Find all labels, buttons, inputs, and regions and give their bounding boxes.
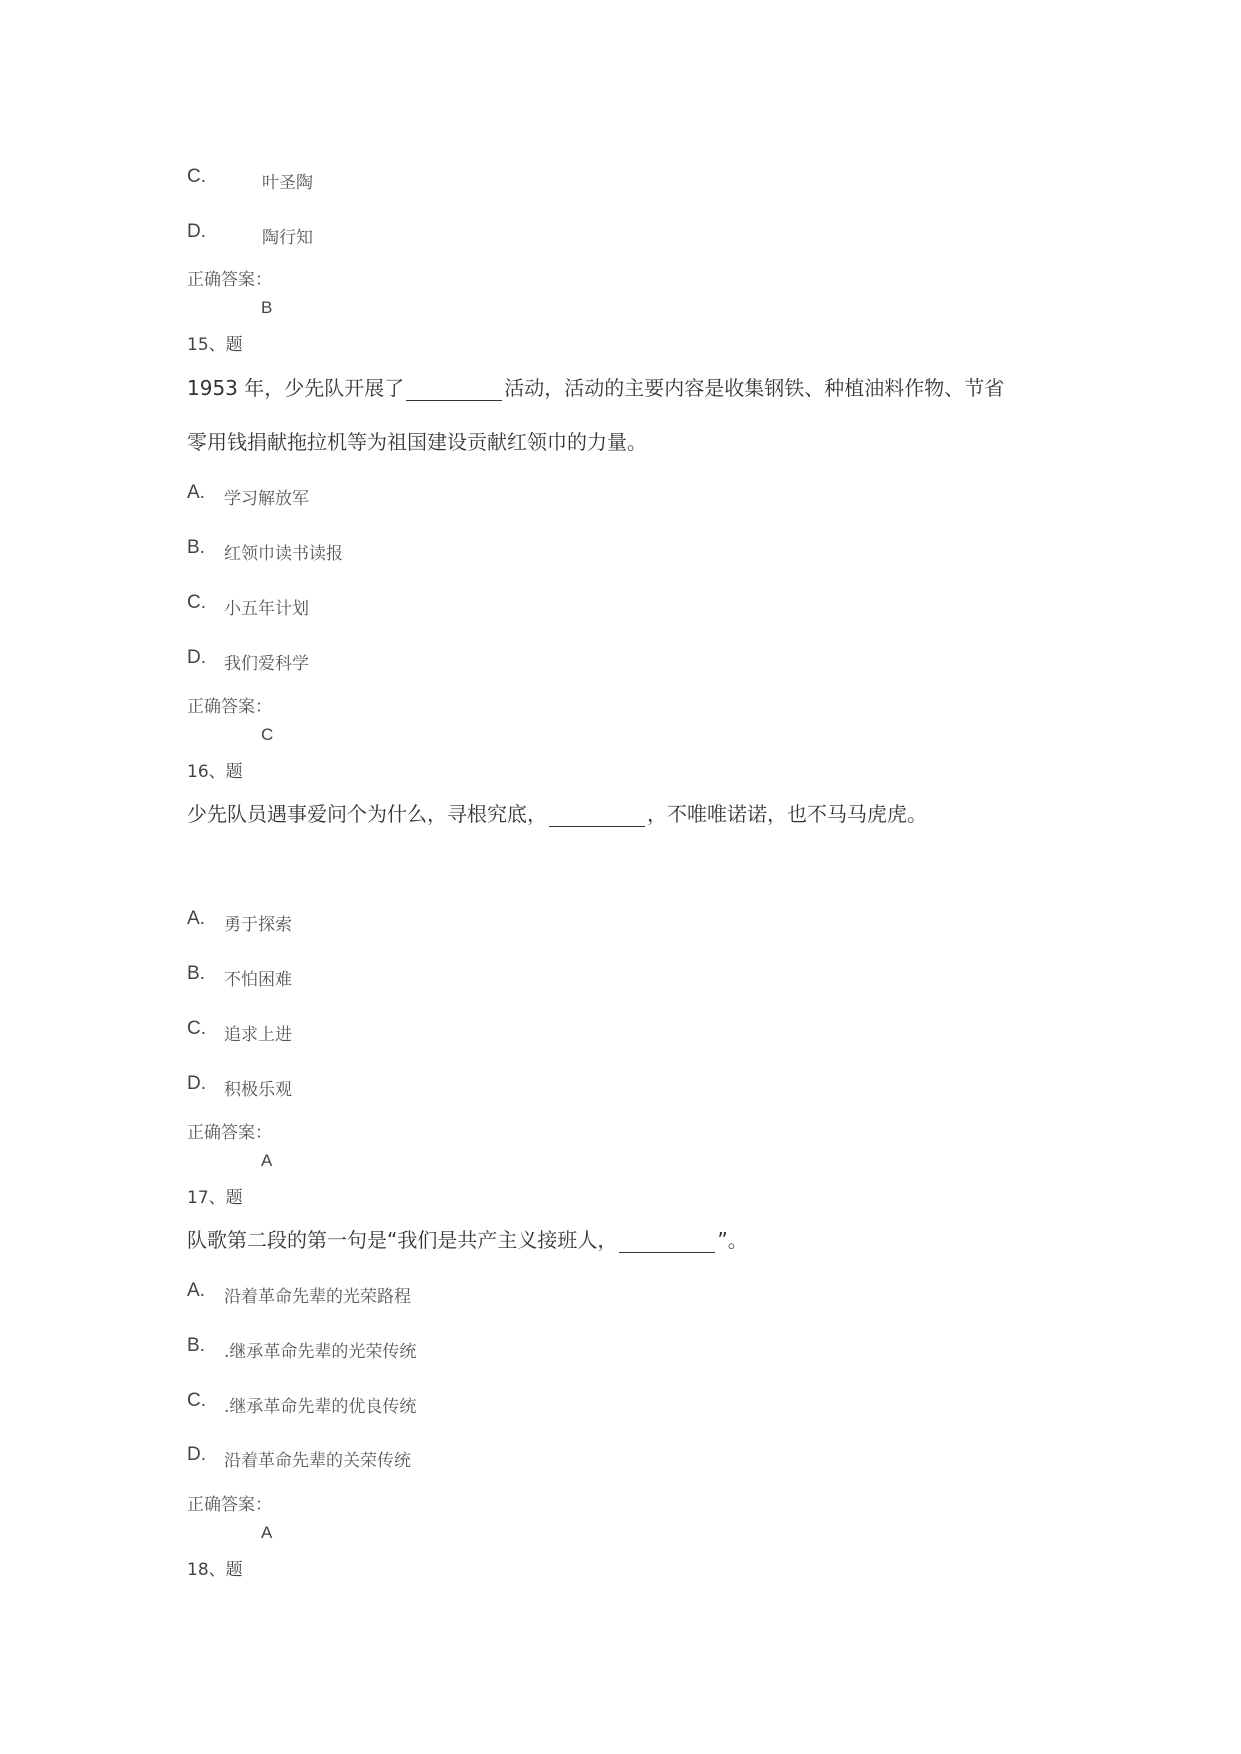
option-text: 积极乐观 <box>224 1080 292 1100</box>
question-text <box>187 798 927 827</box>
answer-label: 正确答案： <box>187 697 272 717</box>
option-text: 沿着革命先辈的光荣路程 <box>224 1287 411 1307</box>
option-text: 沿着革命先辈的关荣传统 <box>224 1451 411 1471</box>
question-text-part: 少先队员遇事爱问个为什么，寻根究底， <box>187 802 547 826</box>
fill-blank <box>406 378 502 401</box>
option-text: 我们爱科学 <box>224 654 309 674</box>
question-text-part: 队歌第二段的第一句是“我们是共产主义接班人， <box>187 1228 618 1252</box>
option-letter: B. <box>187 1335 205 1356</box>
option-text: .继承革命先辈的光荣传统 <box>224 1342 417 1362</box>
fill-blank <box>549 804 645 827</box>
option-text: 学习解放军 <box>224 489 309 509</box>
option-text: 小五年计划 <box>224 599 309 619</box>
option-letter: C. <box>187 1390 206 1411</box>
answer-label: 正确答案： <box>187 270 272 290</box>
option-letter: C. <box>187 166 206 187</box>
option-text: 不怕困难 <box>224 970 292 990</box>
option-letter: B. <box>187 537 205 558</box>
question-number: 16、题 <box>187 762 243 782</box>
option-text: 追求上进 <box>224 1025 292 1045</box>
question-text <box>187 1224 748 1253</box>
option-letter: C. <box>187 592 206 613</box>
option-letter: B. <box>187 963 205 984</box>
option-letter: D. <box>187 221 206 242</box>
option-text: .继承革命先辈的优良传统 <box>224 1397 417 1417</box>
answer-label: 正确答案： <box>187 1495 272 1515</box>
option-letter: D. <box>187 1444 206 1465</box>
answer-value: A <box>261 1151 273 1170</box>
option-text: 叶圣陶 <box>262 173 313 193</box>
question-text-part: 活动，活动的主要内容是收集钢铁、种植油料作物、节省 <box>504 376 1005 400</box>
answer-value: B <box>261 298 273 317</box>
option-letter: D. <box>187 647 206 668</box>
question-text-line1 <box>187 372 1004 401</box>
question-text-part: ”。 <box>717 1228 748 1252</box>
answer-label: 正确答案： <box>187 1123 272 1143</box>
answer-value: C <box>261 725 274 744</box>
question-number: 15、题 <box>187 335 243 355</box>
question-text-part: ，不唯唯诺诺，也不马马虎虎。 <box>647 802 927 826</box>
option-text: 红领巾读书读报 <box>224 544 343 564</box>
option-letter: D. <box>187 1073 206 1094</box>
question-text-line2: 零用钱捐献拖拉机等为祖国建设贡献红领巾的力量。 <box>187 430 647 454</box>
answer-value: A <box>261 1523 273 1542</box>
option-text: 陶行知 <box>262 228 313 248</box>
option-letter: A. <box>187 1280 205 1301</box>
question-number: 18、题 <box>187 1560 243 1580</box>
option-letter: A. <box>187 908 205 929</box>
option-text: 勇于探索 <box>224 915 292 935</box>
fill-blank <box>619 1230 715 1253</box>
question-number: 17、题 <box>187 1188 243 1208</box>
option-letter: A. <box>187 482 205 503</box>
question-text-part: 1953 年，少先队开展了 <box>187 376 405 400</box>
option-letter: C. <box>187 1018 206 1039</box>
